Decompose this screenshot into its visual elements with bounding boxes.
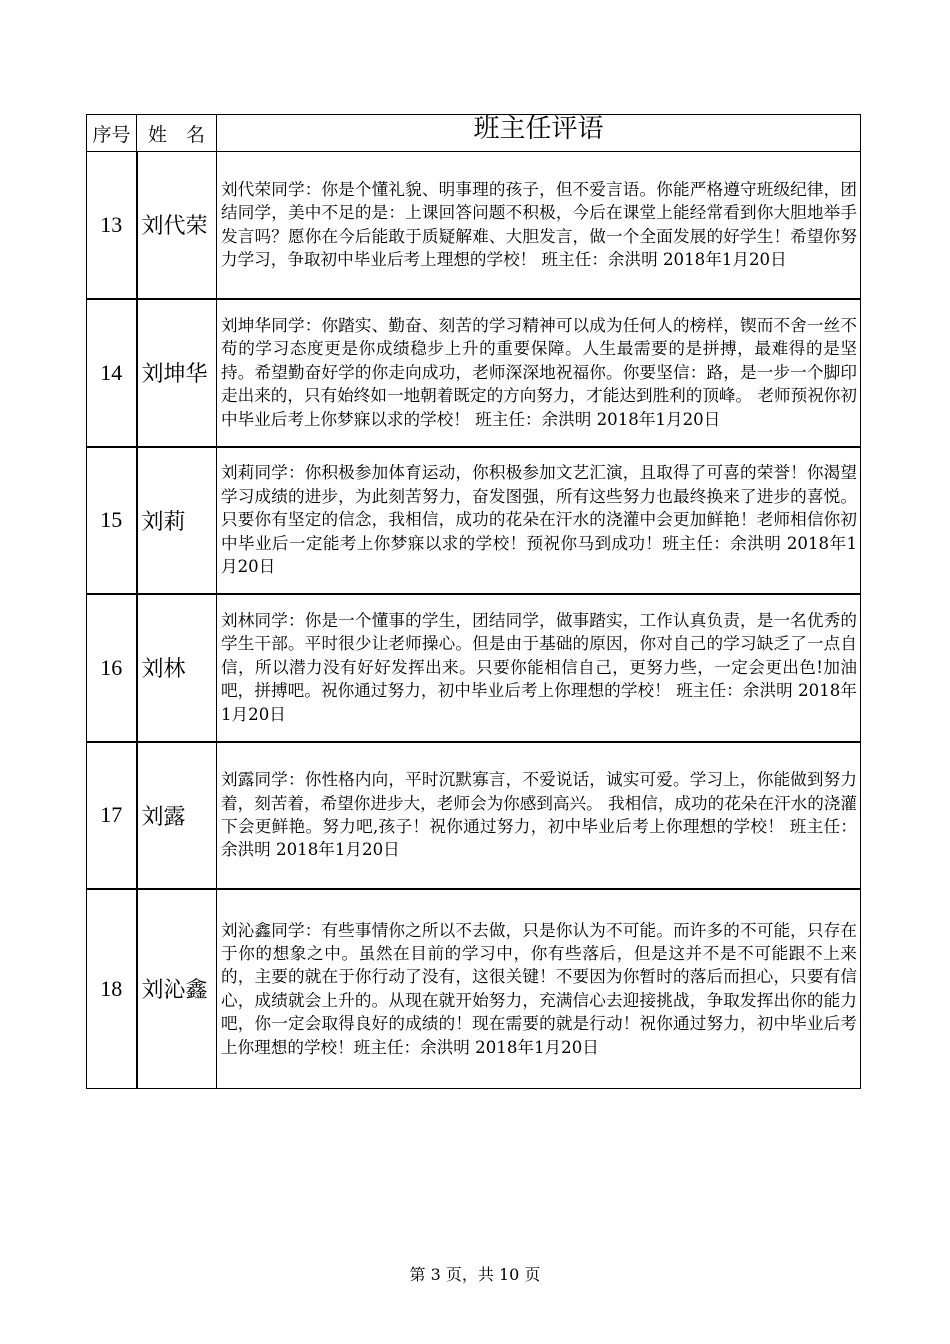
student-number: 14 (87, 299, 137, 447)
table-row (87, 299, 861, 447)
student-name: 刘代荣 (137, 152, 217, 299)
student-number: 17 (87, 742, 137, 889)
header-comment: 班主任评语 (217, 115, 861, 152)
table-header-row (87, 115, 861, 152)
student-number: 16 (87, 594, 137, 742)
student-name: 刘坤华 (137, 299, 217, 447)
teacher-comment: 刘莉同学：你积极参加体育运动，你积极参加文艺汇演，且取得了可喜的荣誉！你渴望学习成绩的进步，为此刻苦努力，奋发图强，所有这些努力也最终换来了进步的喜悦。只要你有坚定的信念，我相信，成功的花朵在汗水的浇灌中会更加鲜艳！老师相信你初中毕业后一定能考上你梦寐以求的学校！预祝你马到成功！班主任：余洪明 2018年1月20日 (217, 447, 861, 594)
page-footer: 第 3 页，共 10 页 (409, 1265, 541, 1284)
header-no: 序号 (87, 115, 137, 152)
student-number: 15 (87, 447, 137, 594)
header-name: 姓 名 (137, 115, 217, 152)
teacher-comment: 刘林同学：你是一个懂事的学生，团结同学，做事踏实，工作认真负责，是一名优秀的学生干部。平时很少让老师操心。但是由于基础的原因，你对自己的学习缺乏了一点自信，所以潜力没有好好发挥出来。只要你能相信自己，更努力些，一定会更出色!加油吧，拼搏吧。祝你通过努力，初中毕业后考上你理想的学校！ 班主任：余洪明 2018年1月20日 (217, 594, 861, 742)
teacher-comment: 刘坤华同学：你踏实、勤奋、刻苦的学习精神可以成为任何人的榜样，锲而不舍一丝不苟的学习态度更是你成绩稳步上升的重要保障。人生最需要的是拼搏，最难得的是坚持。希望勤奋好学的你走向成功，老师深深地祝福你。你要坚信：路，是一步一个脚印走出来的，只有始终如一地朝着既定的方向努力，才能达到胜利的顶峰。 老师预祝你初中毕业后考上你梦寐以求的学校！ 班主任：余洪明 2018年1月20日 (217, 299, 861, 447)
teacher-comment: 刘代荣同学：你是个懂礼貌、明事理的孩子，但不爱言语。你能严格遵守班级纪律，团结同学，美中不足的是：上课回答问题不积极，今后在课堂上能经常看到你大胆地举手发言吗？愿你在今后能敢于质疑解难、大胆发言，做一个全面发展的好学生！希望你努力学习，争取初中毕业后考上理想的学校！ 班主任：余洪明 2018年1月20日 (217, 152, 861, 299)
table-row (87, 152, 861, 299)
comment-sheet (86, 114, 860, 1089)
student-name: 刘露 (137, 742, 217, 889)
student-number: 13 (87, 152, 137, 299)
table-row (87, 889, 861, 1089)
student-number: 18 (87, 889, 137, 1089)
student-name: 刘沁鑫 (137, 889, 217, 1089)
table-row (87, 594, 861, 742)
student-name: 刘林 (137, 594, 217, 742)
table-row (87, 447, 861, 594)
teacher-comments-table (86, 114, 861, 1089)
teacher-comment: 刘露同学：你性格内向，平时沉默寡言，不爱说话，诚实可爱。学习上，你能做到努力着，刻苦着，希望你进步大，老师会为你感到高兴。 我相信，成功的花朵在汗水的浇灌下会更鲜艳。努力吧,孩子！祝你通过努力，初中毕业后考上你理想的学校！ 班主任：余洪明 2018年1月20日 (217, 742, 861, 889)
table-row (87, 742, 861, 889)
student-name: 刘莉 (137, 447, 217, 594)
teacher-comment: 刘沁鑫同学：有些事情你之所以不去做，只是你认为不可能。而许多的不可能，只存在于你的想象之中。虽然在目前的学习中，你有些落后，但是这并不是不可能跟不上来的，主要的就在于你行动了没有，这很关键！不要因为你暂时的落后而担心，只要有信心，成绩就会上升的。从现在就开始努力，充满信心去迎接挑战，争取发挥出你的能力吧，你一定会取得良好的成绩的！现在需要的就是行动！祝你通过努力，初中毕业后考上你理想的学校！班主任：余洪明 2018年1月20日 (217, 889, 861, 1089)
